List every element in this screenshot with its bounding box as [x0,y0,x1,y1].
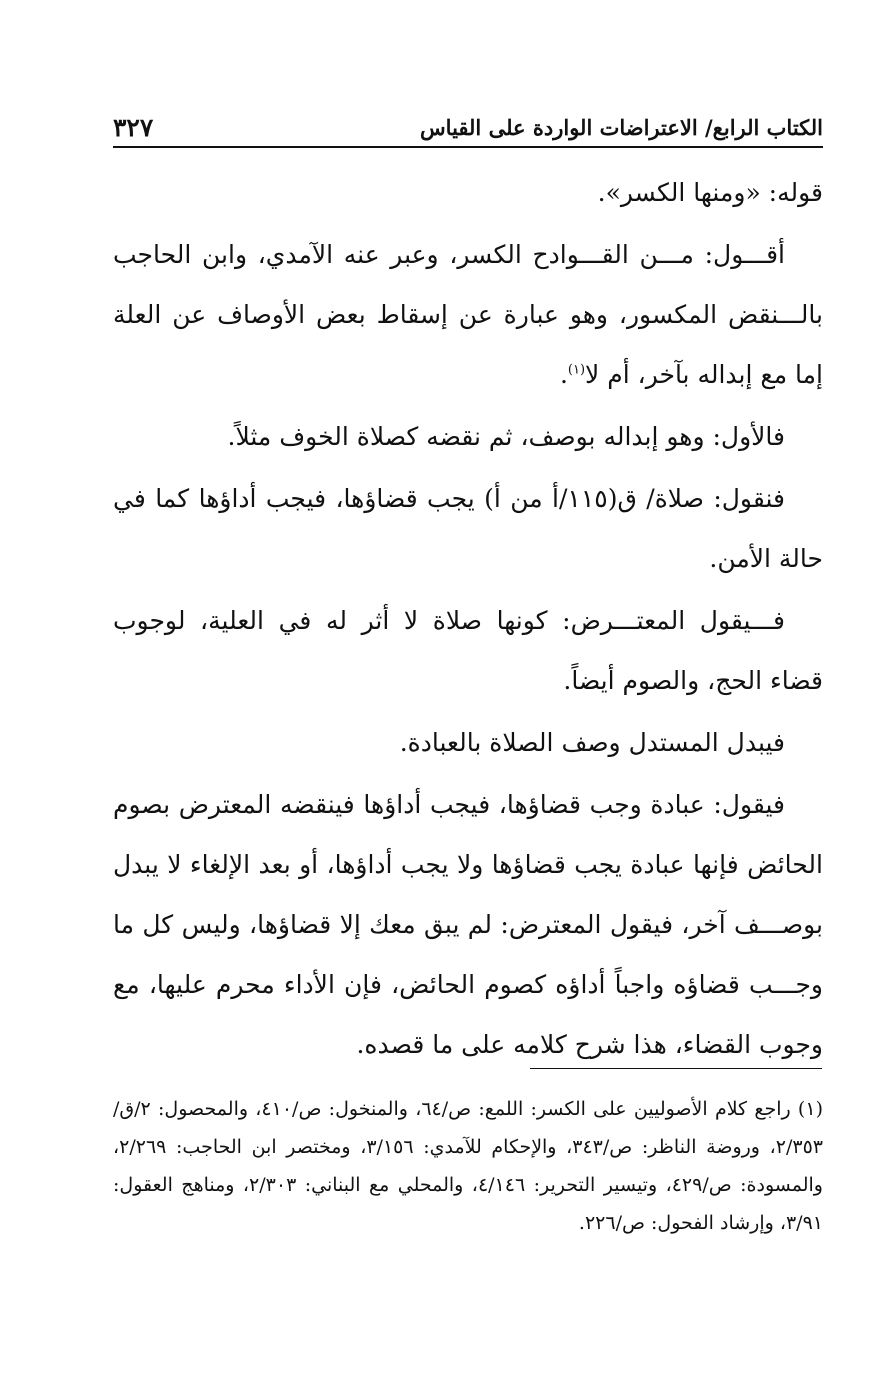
footnote-1: (١) راجع كلام الأصوليين على الكسر: اللمع: ص/٦٤، والمنخول: ص/٤١٠، والمحصول: ٢/ق/٢/٣٥٣، وروضة الناظر: ص/٣٤٣، والإحكام للآمدي: ٣/١٥٦، ومختصر ابن الحاجب: ٢/٢٦٩، والمسودة: ص/٤٢٩، وتيسير التحرير: ٤/١٤٦، والمحلي مع البناني: ٢/٣٠٣، ومناهج العقول: ٣/٩١، وإرشاد الفحول: ص/٢٢٦. [113,1098,823,1234]
running-title: الكتاب الرابع/ الاعتراضات الواردة على القياس [420,115,823,140]
paragraph-aqul-end: . [559,360,568,389]
paragraph-quote: قوله: «ومنها الكسر». [597,178,823,207]
footnotes [113,1090,823,1242]
main-text [113,163,823,1077]
page-number: ٣٢٧ [113,113,154,142]
paragraph-explanation: فيقول: عبادة وجب قضاؤها، فيجب أداؤها فينقضه المعترض بصوم الحائض فإنها عبادة يجب قضاؤها ولا يجب أداؤها، أو بعد الإلغاء لا يبدل بوصـــف آخر، فيقول المعترض: لم يبق معك إلا قضاؤها، وليس كل ما وجـــب قضاؤه واجباً أداؤه كصوم الحائض، فإن الأداء محرم عليها، مع وجوب القضاء، هذا شرح كلامه على ما قصده. [113,790,823,1059]
paragraph-first: فالأول: وهو إبداله بوصف، ثم نقضه كصلاة الخوف مثلاً. [227,422,785,451]
paragraph-example: فنقول: صلاة/ ق(١١٥/أ من أ) يجب قضاؤها، فيجب أداؤها كما في حالة الأمن. [113,484,823,573]
paragraph-aqul [113,225,823,405]
running-header [113,104,823,148]
footnote-divider [530,1068,822,1069]
paragraph-substitute: فيبدل المستدل وصف الصلاة بالعبادة. [399,728,785,757]
paragraph-objector: فـــيقول المعتـــرض: كونها صلاة لا أثر له في العلية، لوجوب قضاء الحج، والصوم أيضاً. [113,606,823,695]
footnote-marker[interactable]: (١) [567,362,586,378]
paragraph-aqul-text: أقـــول: مـــن القـــوادح الكسر، وعبر عنه الآمدي، وابن الحاجب بالـــنقض المكسور، وهو عبارة عن إسقاط بعض الأوصاف عن العلة إما مع إبداله بآخر، أم لا [113,240,823,389]
